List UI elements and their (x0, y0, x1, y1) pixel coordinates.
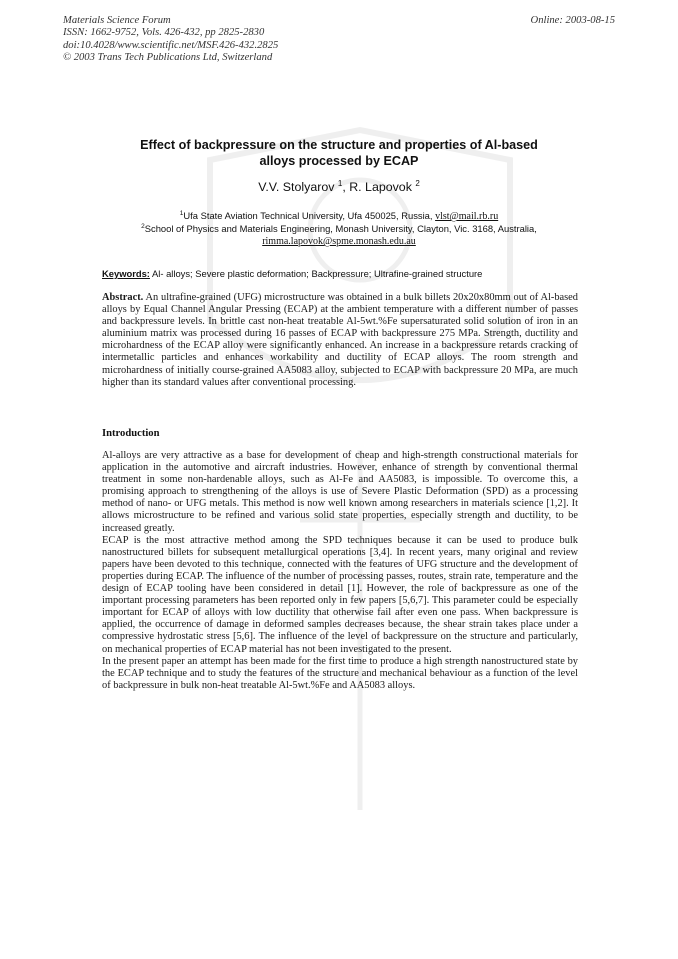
affiliation-2 (90, 221, 588, 248)
paragraph: ECAP is the most attractive method among the SPD techniques because it can be used to produce bulk nanostructured billets for subsequent metallurgical operations [3,4]. In recent years, many original and review papers have been devoted to this technique, connected with the features of UFG structure and the development of properties during ECAP. The influence of the number of processing passes, routes, strain rate, temperature and the design of ECAP tooling have been considered in detail [1]. However, the role of backpressure as one of the important processing parameters has been reported only in few papers [5,6,7]. This parameter could be especially important for ECAP of alloys with low ductility that otherwise fail after even one pass. When backpressure is applied, the occurrence of damage in deformed samples decreases because, the shear strain takes place under a compressive hydrostatic stress [5,6]. The influence of the level of backpressure on the structure and particularly, on mechanical properties of ECAP material has not been investigated to the present. (102, 534, 578, 655)
introduction-body (102, 450, 578, 692)
issn-line: ISSN: 1662-9752, Vols. 426-432, pp 2825-2830 (63, 27, 265, 39)
journal-header (63, 15, 278, 64)
abstract-text: An ultrafine-grained (UFG) microstructure was obtained in a bulk billets 20x20x80mm out of Al-based alloys by Equal Channel Angular Pressing (ECAP) at the ambient temperature with a different number of passes and backpressure levels. In brittle cast non-heat treatable Al-5wt.%Fe supersaturated solid solution of iron in an aluminium matrix was processed during 16 passes of ECAP with backpressure 275 MPa. Strength, ductility and microhardness of the ECAP alloy were significantly enhanced. An increase in a backpressure retards cracking of intermetallic particles and enhances workability and ductility of ECAP alloys. The room strength and microhardness of initially course-grained AA5083 alloy, subjected to ECAP with backpressure 20 MPa, are much higher than its standard values after conventional processing. (102, 292, 578, 388)
online-date: Online: 2003-08-15 (530, 15, 615, 26)
title-line: alloys processed by ECAP (259, 154, 419, 168)
section-heading: Introduction (102, 428, 160, 439)
author-name: R. Lapovok (349, 180, 416, 195)
email-link[interactable]: vlst@mail.rb.ru (435, 211, 499, 223)
keywords-label: Keywords: (102, 268, 150, 279)
doi-line: doi:10.4028/www.scientific.net/MSF.426-432.2825 (63, 39, 279, 51)
keywords-line (102, 268, 582, 279)
copyright-line: © 2003 Trans Tech Publications Ltd, Switzerland (63, 51, 273, 63)
paper-title (100, 137, 578, 169)
abstract-label: Abstract. (102, 292, 144, 303)
email-link[interactable]: rimma.lapovok@spme.monash.edu.au (262, 236, 416, 248)
author-list (100, 179, 578, 194)
author-affil-marker: 2 (415, 179, 420, 188)
affil-marker: 2 (141, 223, 145, 230)
journal-name: Materials Science Forum (63, 15, 171, 26)
affil-text: Ufa State Aviation Technical University, Ufa 450025, Russia, (183, 210, 436, 222)
author-affil-marker: 1 (337, 179, 343, 188)
keywords-text: Al- alloys; Severe plastic deformation; Backpressure; Ultrafine-grained structure (149, 268, 483, 279)
paragraph: Al-alloys are very attractive as a base for development of cheap and high-strength constructional materials for application in the automotive and aircraft industries. However, enhance of strength by conventional thermal treatment in some non-hardenable alloys, such as Al-Fe and AA5083, is impossible. To overcome this, a promising approach to strengthening of the alloys is use of Severe Plastic Deformation (SPD) as a processing method of nano- or UFG metals. This method is now well known among researchers in materials science [1,2]. It allows microstructure to be refined and various solid state properties, especially strength and ductility, to be increased greatly. (102, 450, 578, 534)
title-line: Effect of backpressure on the structure and properties of Al-based (140, 138, 538, 152)
affil-marker: 1 (179, 210, 184, 217)
affil-text: School of Physics and Materials Engineering, Monash University, Clayton, Vic. 3168, Australia, (144, 223, 537, 235)
author-name: V.V. Stolyarov (258, 180, 338, 195)
author-separator: , (342, 180, 350, 195)
paragraph: In the present paper an attempt has been made for the first time to produce a high strength nanostructured state by the ECAP technique and to study the features of the structure and mechanical behaviour as a function of the level of backpressure in bulk non-heat treatable Al-5wt.%Fe and AA5083 alloys. (102, 655, 578, 691)
abstract (102, 292, 578, 389)
